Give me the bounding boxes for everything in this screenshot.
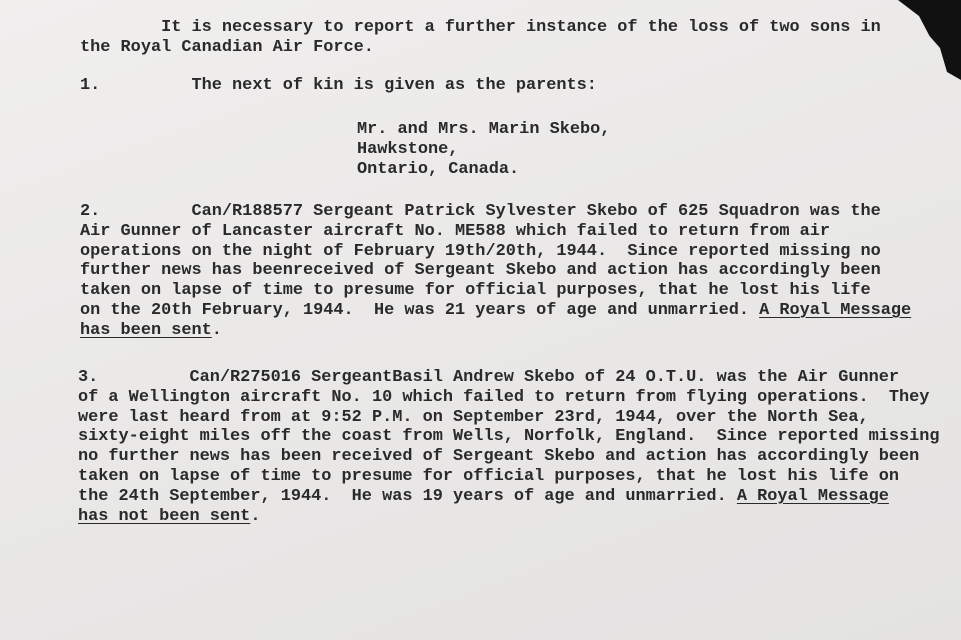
address-line: Mr. and Mrs. Marin Skebo,: [357, 120, 611, 139]
text-line: 3. Can/R275016 SergeantBasil Andrew Skebo of 24 O.T.U. was the Air Gunner: [78, 368, 900, 387]
text-line: It is necessary to report a further instance of the loss of two sons in: [80, 18, 881, 37]
royal-message-note: A Royal Message: [736, 486, 889, 506]
text-line: were last heard from at 9:52 P.M. on September 23rd, 1944, over the North Sea,: [78, 407, 869, 427]
address-block: [357, 120, 610, 179]
text-line: the Royal Canadian Air Force.: [80, 37, 374, 57]
address-line: Hawkstone,: [357, 139, 459, 159]
text-line: 2. Can/R188577 Sergeant Patrick Sylvester Skebo of 625 Squadron was the: [80, 202, 881, 221]
text-line: sixty-eight miles off the coast from Wells, Norfolk, England. Since reported missing: [78, 427, 940, 447]
text-segment: on the 20th February, 1944. He was 21 years of age and unmarried.: [80, 300, 760, 320]
paragraph-3: [78, 368, 940, 526]
text-segment: .: [211, 320, 222, 340]
text-line: no further news has been received of Sergeant Skebo and action has accordingly been: [78, 447, 920, 467]
text-line: [80, 321, 911, 341]
text-segment: the 24th September, 1944. He was 19 years of age and unmarried.: [78, 486, 737, 506]
text-line: taken on lapse of time to presume for official purposes, that he lost his life: [80, 281, 871, 301]
intro-paragraph: [80, 18, 881, 58]
torn-corner: [891, 0, 961, 80]
text-line: [78, 507, 940, 527]
royal-message-status: has not been sent: [78, 506, 251, 526]
text-line: taken on lapse of time to presume for official purposes, that he lost his life on: [78, 466, 900, 486]
address-line: Ontario, Canada.: [357, 159, 520, 179]
royal-message-note: A Royal Message: [759, 300, 912, 320]
paragraph-1: 1. The next of kin is given as the parents:: [80, 76, 597, 95]
text-line: operations on the night of February 19th/20th, 1944. Since reported missing no: [80, 241, 881, 261]
text-line: [80, 301, 911, 321]
text-line: of a Wellington aircraft No. 10 which failed to return from flying operations. They: [78, 387, 930, 407]
royal-message-status: has been sent: [80, 320, 212, 340]
text-line: [78, 487, 940, 507]
paragraph-2: [80, 202, 911, 341]
text-line: Air Gunner of Lancaster aircraft No. ME588 which failed to return from air: [80, 221, 831, 241]
text-segment: .: [250, 506, 261, 526]
text-line: further news has beenreceived of Sergeant Skebo and action has accordingly been: [80, 261, 881, 281]
